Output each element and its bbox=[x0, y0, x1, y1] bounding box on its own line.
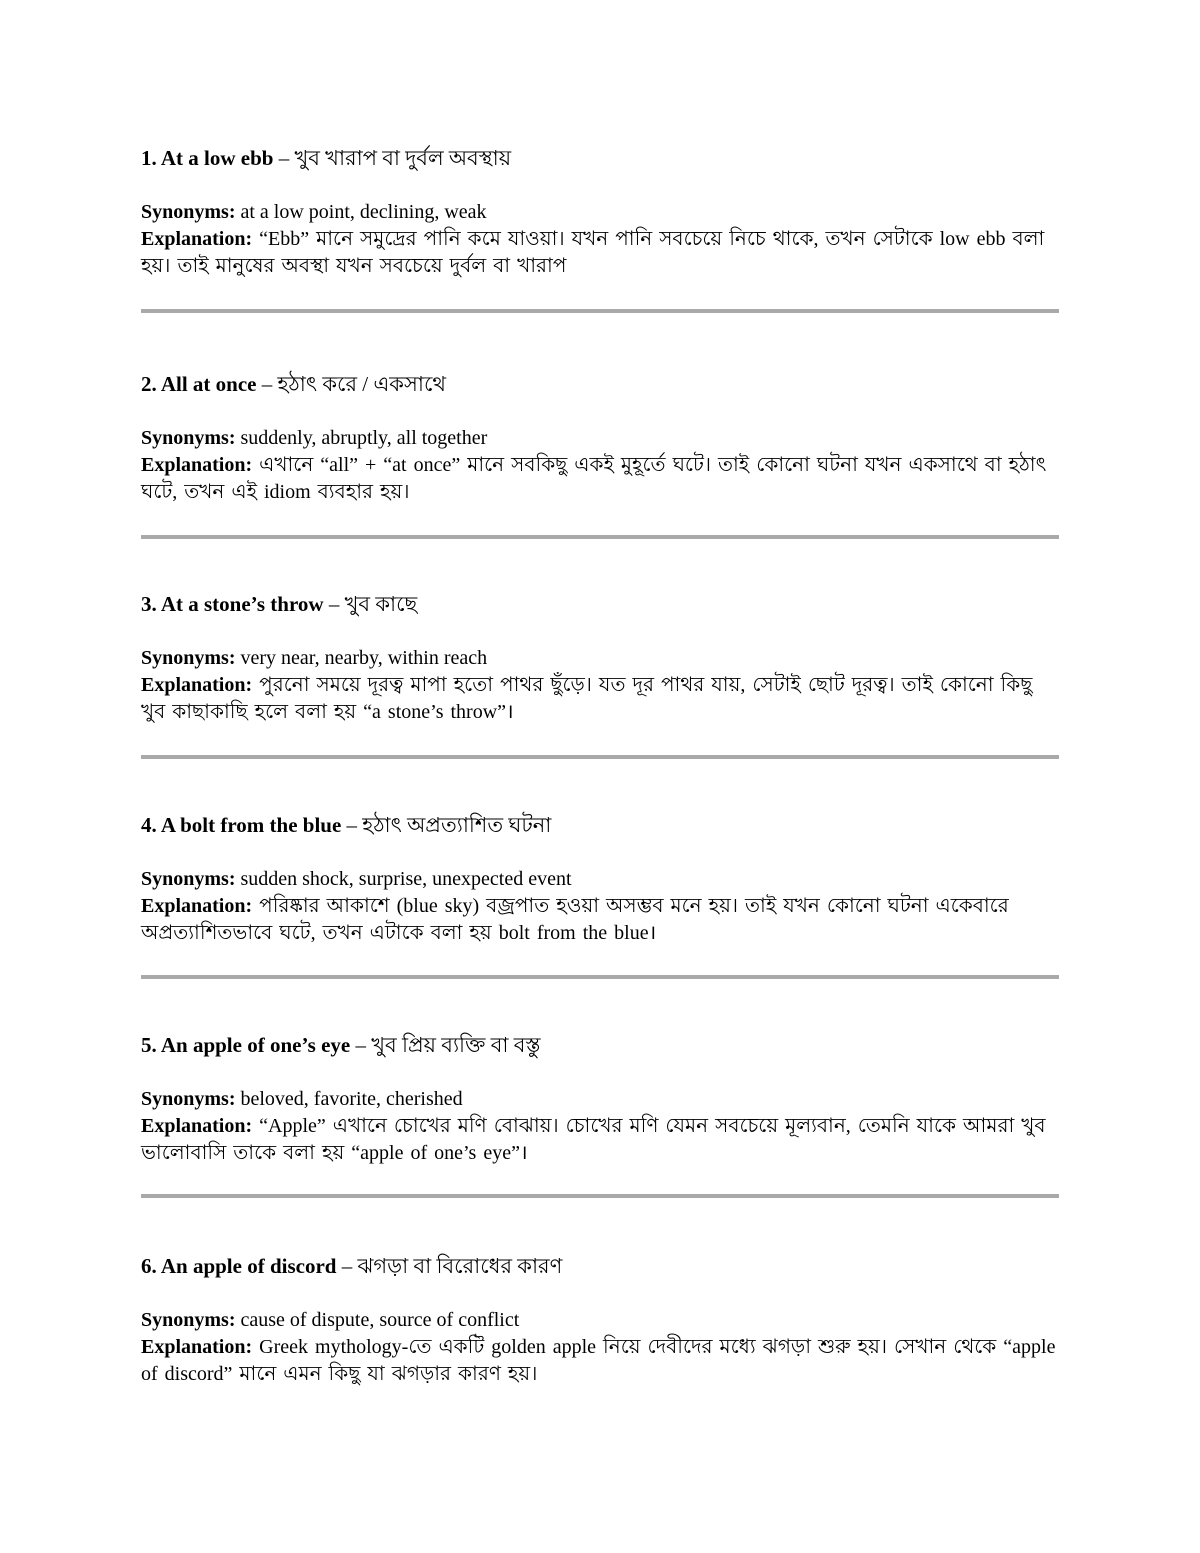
synonyms-label: Synonyms: bbox=[141, 647, 236, 669]
explanation-paragraph bbox=[141, 1334, 1059, 1388]
heading-dash: – bbox=[346, 813, 358, 837]
explanation-text: পুরনো সময়ে দূরত্ব মাপা হতো পাথর ছুঁড়ে। যত দূর পাথর যায়, সেটাই ছোট দূরত্ব। তাই কোনো কিছু খুব কাছাকাছি হলে বলা হয় “a stone’s throw”। bbox=[141, 674, 1033, 723]
idiom-meaning: খুব প্রিয় ব্যক্তি বা বস্তু bbox=[371, 1033, 541, 1057]
synonyms-label: Synonyms: bbox=[141, 201, 236, 223]
heading-dash: – bbox=[341, 1254, 353, 1278]
idiom-heading bbox=[141, 811, 1059, 839]
idiom-phrase: An apple of one’s eye bbox=[160, 1033, 351, 1057]
synonyms-line bbox=[141, 199, 1059, 226]
idiom-entry-1 bbox=[141, 144, 1059, 280]
synonyms-line bbox=[141, 1307, 1059, 1334]
explanation-paragraph bbox=[141, 226, 1059, 280]
heading-dash: – bbox=[355, 1033, 366, 1057]
synonyms-line bbox=[141, 425, 1059, 452]
explanation-label: Explanation: bbox=[141, 228, 253, 250]
heading-dash: – bbox=[328, 592, 340, 616]
section-divider bbox=[141, 535, 1059, 539]
idiom-phrase: All at once bbox=[160, 372, 257, 396]
synonyms-text: cause of dispute, source of conflict bbox=[240, 1309, 520, 1331]
idiom-number: 1. bbox=[141, 146, 157, 170]
idiom-meaning: খুব কাছে bbox=[344, 592, 418, 616]
explanation-label: Explanation: bbox=[141, 1115, 253, 1137]
idiom-phrase: At a low ebb bbox=[160, 146, 274, 170]
synonyms-line bbox=[141, 866, 1059, 893]
idiom-phrase: An apple of discord bbox=[160, 1254, 337, 1278]
idiom-meaning: হঠাৎ অপ্রত্যাশিত ঘটনা bbox=[362, 813, 552, 837]
heading-dash: – bbox=[278, 146, 290, 170]
heading-dash: – bbox=[261, 372, 273, 396]
explanation-label: Explanation: bbox=[141, 454, 253, 476]
explanation-text: “Apple” এখানে চোখের মণি বোঝায়। চোখের মণি যেমন সবচেয়ে মূল্যবান, তেমনি যাকে আমরা খুব ভালোবাসি তাকে বলা হয় “apple of one’s eye”। bbox=[141, 1115, 1046, 1164]
explanation-label: Explanation: bbox=[141, 1336, 253, 1358]
explanation-text: এখানে “all” + “at once” মানে সবকিছু একই মুহূর্তে ঘটে। তাই কোনো ঘটনা যখন একসাথে বা হঠাৎ ঘটে, তখন এই idiom ব্যবহার হয়। bbox=[141, 454, 1047, 503]
idiom-heading bbox=[141, 1031, 1059, 1059]
idiom-meaning: ঝগড়া বা বিরোধের কারণ bbox=[357, 1254, 563, 1278]
explanation-paragraph bbox=[141, 672, 1059, 726]
idiom-entry-5 bbox=[141, 1031, 1059, 1167]
synonyms-text: sudden shock, surprise, unexpected event bbox=[240, 868, 572, 890]
idiom-number: 5. bbox=[141, 1033, 157, 1057]
section-divider bbox=[141, 755, 1059, 759]
idiom-meaning: খুব খারাপ বা দুর্বল অবস্থায় bbox=[294, 146, 512, 170]
synonyms-line bbox=[141, 645, 1059, 672]
synonyms-text: suddenly, abruptly, all together bbox=[240, 427, 488, 449]
synonyms-line bbox=[141, 1086, 1059, 1113]
explanation-paragraph bbox=[141, 893, 1059, 947]
idiom-meaning: হঠাৎ করে / একসাথে bbox=[277, 372, 447, 396]
idiom-heading bbox=[141, 590, 1059, 618]
idiom-number: 3. bbox=[141, 592, 157, 616]
idiom-heading bbox=[141, 370, 1059, 398]
explanation-paragraph bbox=[141, 1113, 1059, 1167]
section-divider bbox=[141, 975, 1059, 979]
idiom-heading bbox=[141, 144, 1059, 172]
section-divider bbox=[141, 309, 1059, 313]
synonyms-label: Synonyms: bbox=[141, 427, 236, 449]
idiom-entry-2 bbox=[141, 370, 1059, 506]
idiom-entry-3 bbox=[141, 590, 1059, 726]
section-divider bbox=[141, 1194, 1059, 1198]
synonyms-text: at a low point, declining, weak bbox=[240, 201, 487, 223]
explanation-text: পরিষ্কার আকাশে (blue sky) বজ্রপাত হওয়া অসম্ভব মনে হয়। তাই যখন কোনো ঘটনা একেবারে অপ্রত্যাশিতভাবে ঘটে, তখন এটাকে বলা হয় bolt from the blue। bbox=[141, 895, 1009, 944]
idiom-heading bbox=[141, 1252, 1059, 1280]
idiom-entry-4 bbox=[141, 811, 1059, 947]
idiom-entry-6 bbox=[141, 1252, 1059, 1388]
idiom-number: 4. bbox=[141, 813, 157, 837]
explanation-text: “Ebb” মানে সমুদ্রের পানি কমে যাওয়া। যখন পানি সবচেয়ে নিচে থাকে, তখন সেটাকে low ebb বলা হয়। তাই মানুষের অবস্থা যখন সবচেয়ে দুর্বল বা খারাপ bbox=[141, 228, 1045, 277]
explanation-text: Greek mythology-তে একটি golden apple নিয়ে দেবীদের মধ্যে ঝগড়া শুরু হয়। সেখান থেকে “apple of discord” মানে এমন কিছু যা ঝগড়ার কারণ হয়। bbox=[141, 1336, 1056, 1385]
synonyms-label: Synonyms: bbox=[141, 868, 236, 890]
synonyms-label: Synonyms: bbox=[141, 1088, 236, 1110]
explanation-paragraph bbox=[141, 452, 1059, 506]
synonyms-text: very near, nearby, within reach bbox=[240, 647, 488, 669]
idiom-phrase: At a stone’s throw bbox=[160, 592, 324, 616]
synonyms-label: Synonyms: bbox=[141, 1309, 236, 1331]
idiom-phrase: A bolt from the blue bbox=[160, 813, 342, 837]
explanation-label: Explanation: bbox=[141, 674, 253, 696]
idiom-number: 2. bbox=[141, 372, 157, 396]
explanation-label: Explanation: bbox=[141, 895, 253, 917]
synonyms-text: beloved, favorite, cherished bbox=[240, 1088, 463, 1110]
idiom-number: 6. bbox=[141, 1254, 157, 1278]
